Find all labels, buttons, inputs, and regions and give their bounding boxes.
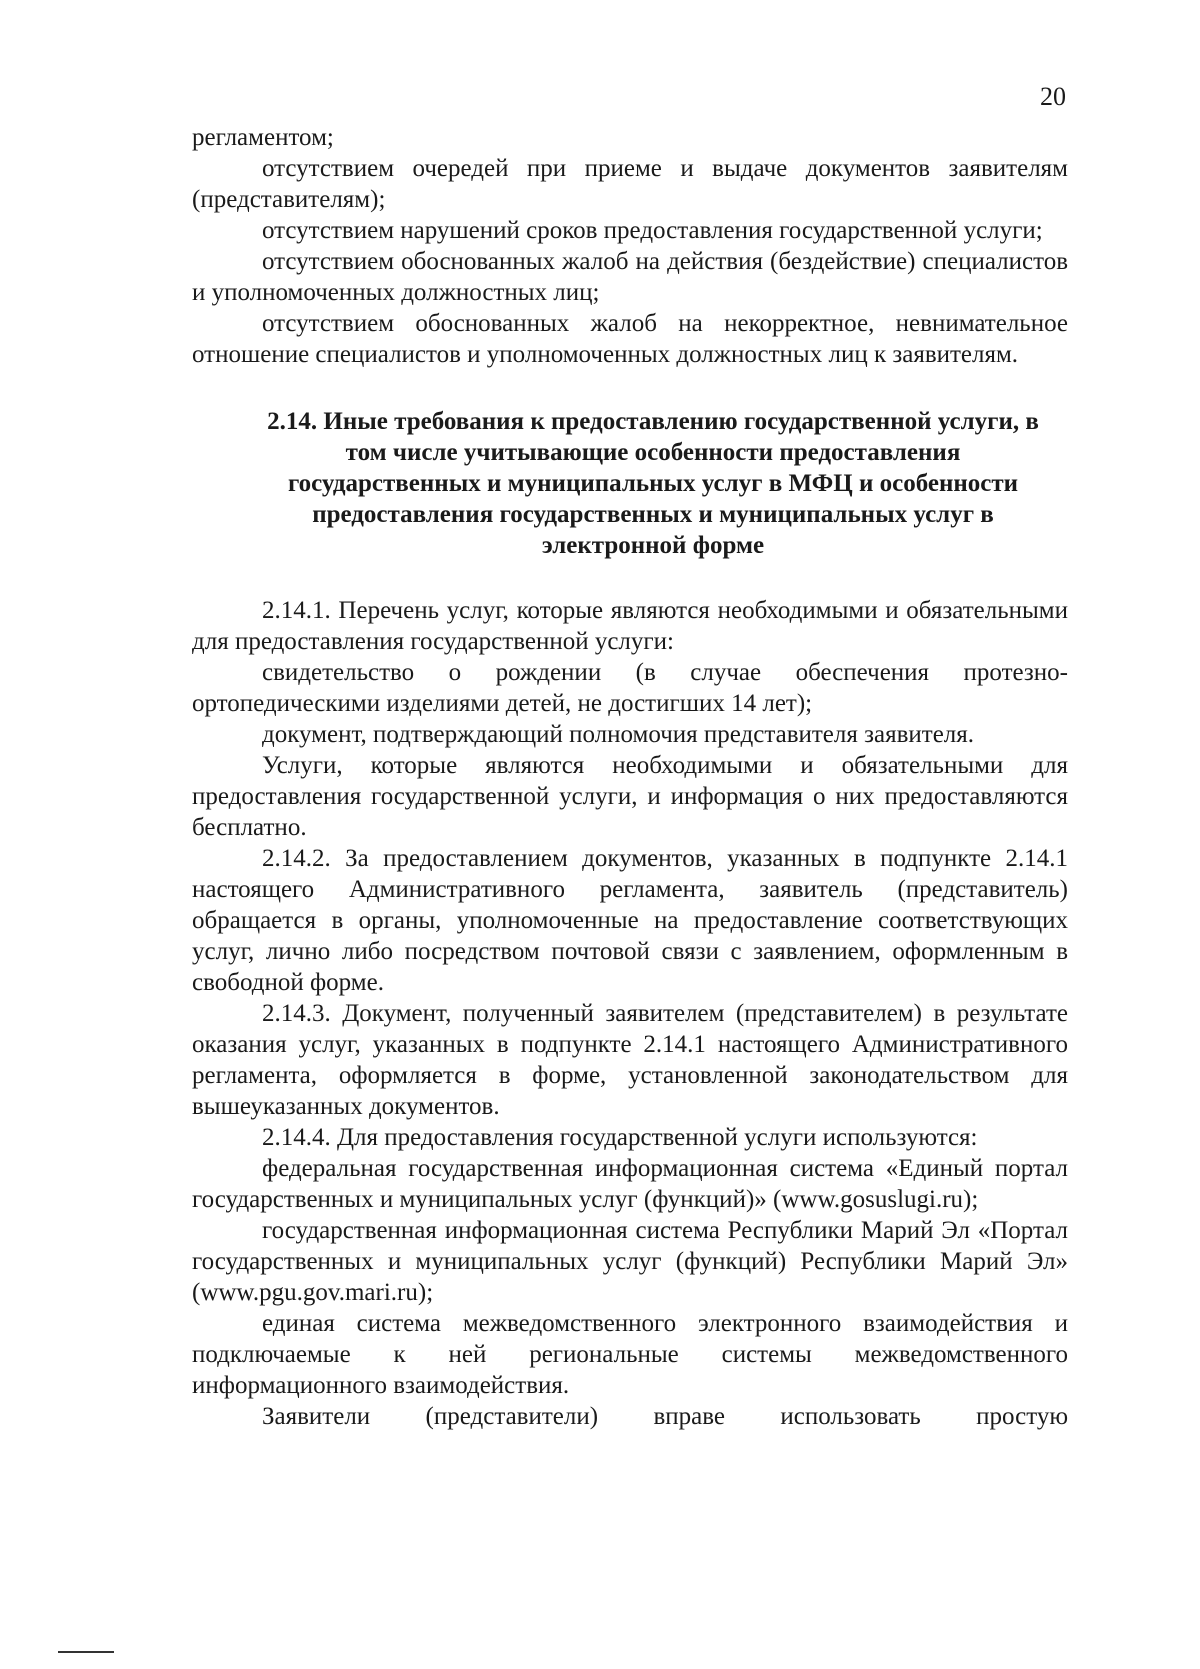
paragraph: отсутствием нарушений сроков предоставления государственной услуги; (262, 217, 1043, 244)
paragraph-continuation: регламентом; (192, 124, 334, 151)
paragraph: единая система межведомственного электронного взаимодействия и подключаемые к ней региональные системы межведомственного информационного взаимодействия. (192, 1310, 1068, 1399)
paragraph: свидетельство о рождении (в случае обеспечения протезно-ортопедическими изделиями детей, не достигших 14 лет); (192, 659, 1068, 717)
paragraph: государственная информационная система Республики Марий Эл «Портал государственных и муниципальных услуг (функций) Республики Марий Эл» (www.pgu.gov.mari.ru); (192, 1217, 1068, 1306)
paragraph: отсутствием обоснованных жалоб на некорректное, невнимательное отношение специалистов и уполномоченных должностных лиц к заявителям. (192, 310, 1068, 368)
section-heading: 2.14. Иные требования к предоставлению государственной услуги, в том числе учитывающие особенности предоставления государственных и муниципальных услуг в МФЦ и особенности предоставления государственных и муниципальных услуг в электронной форме (267, 408, 1039, 559)
paragraph: Услуги, которые являются необходимыми и обязательными для предоставления государственной услуги, и информация о них предоставляются бесплатно. (192, 752, 1068, 841)
paragraph: отсутствием очередей при приеме и выдаче документов заявителям (представителям); (192, 155, 1068, 213)
document-body (192, 122, 1068, 1432)
paragraph: федеральная государственная информационная система «Единый портал государственных и муниципальных услуг (функций)» (www.gosuslugi.ru); (192, 1155, 1068, 1213)
paragraph: 2.14.3. Документ, полученный заявителем (представителем) в результате оказания услуг, указанных в подпункте 2.14.1 настоящего Административного регламента, оформляется в форме, установленной законодательством для вышеуказанных документов. (192, 1000, 1068, 1120)
paragraph: документ, подтверждающий полномочия представителя заявителя. (262, 721, 975, 748)
footer-rule (58, 1651, 114, 1653)
paragraph: 2.14.2. За предоставлением документов, указанных в подпункте 2.14.1 настоящего Административного регламента, заявитель (представитель) обращается в органы, уполномоченные на предоставление соответствующих услуг, лично либо посредством почтовой связи с заявлением, оформленным в свободной форме. (192, 845, 1068, 996)
paragraph-truncated: Заявители (представители) вправе использовать простую (262, 1403, 1068, 1430)
page-number: 20 (1040, 82, 1066, 111)
paragraph: отсутствием обоснованных жалоб на действия (бездействие) специалистов и уполномоченных должностных лиц; (192, 248, 1068, 306)
paragraph: 2.14.4. Для предоставления государственной услуги используются: (262, 1124, 978, 1151)
paragraph: 2.14.1. Перечень услуг, которые являются необходимыми и обязательными для предоставления государственной услуги: (192, 597, 1068, 655)
